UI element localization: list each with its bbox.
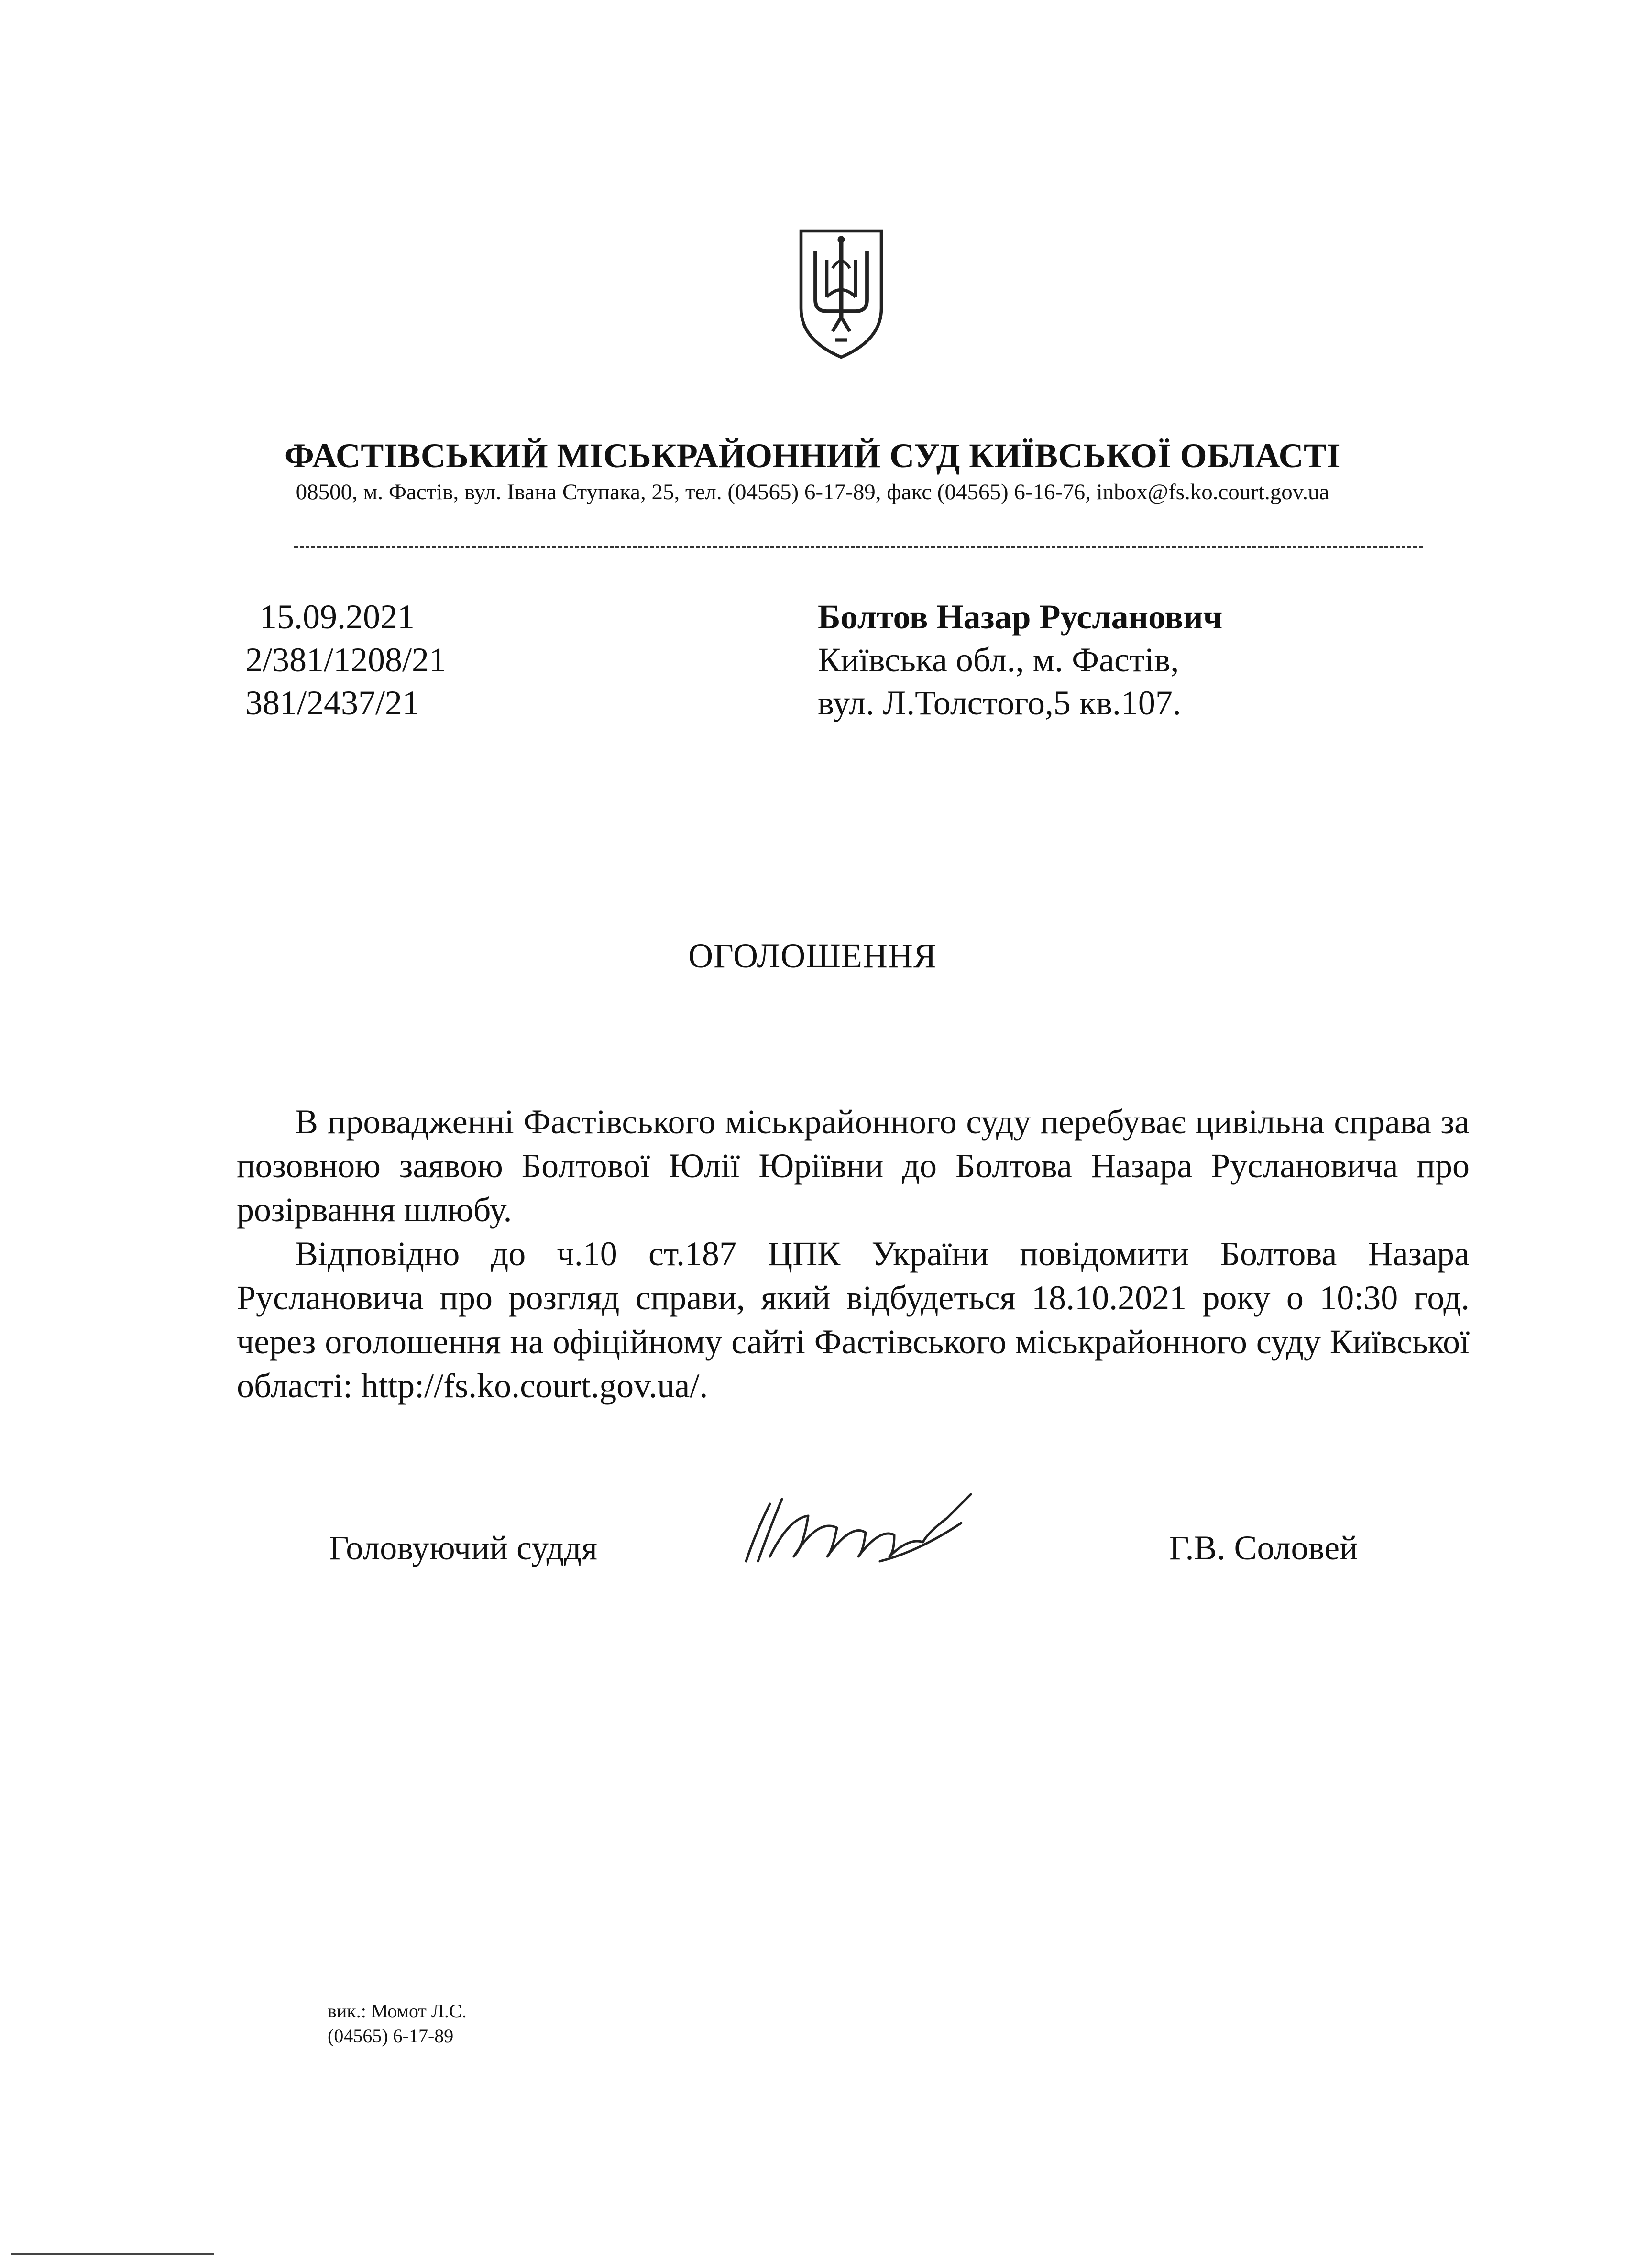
handwritten-signature <box>736 1490 976 1566</box>
body-paragraph-1: В провадженні Фастівського міськрайонного суду перебуває цивільна справа за позовною заявою Болтової Юлії Юріївни до Болтова Назара Руслановича про розірвання шлюбу. <box>237 1103 1470 1229</box>
reference-number-1: 2/381/1208/21 <box>245 641 447 679</box>
executor-block <box>328 1999 467 2049</box>
addressee-address-line-2: вул. Л.Толстого,5 кв.107. <box>818 684 1181 722</box>
executor-name: вик.: Момот Л.С. <box>328 2000 467 2022</box>
announcement-body <box>237 1100 1470 1408</box>
executor-phone: (04565) 6-17-89 <box>328 2025 454 2047</box>
judge-name: Г.В. Соловей <box>1169 1529 1358 1567</box>
judge-title: Головуючий суддя <box>329 1529 597 1567</box>
court-address: 08500, м. Фастів, вул. Івана Ступака, 25, тел. (04565) 6-17-89, факс (04565) 6-16-76, inbox@fs.ko.court.gov.ua <box>296 480 1329 504</box>
addressee-name: Болтов Назар Русланович <box>818 598 1223 636</box>
header-divider <box>294 546 1423 548</box>
reference-number-2: 381/2437/21 <box>245 684 420 722</box>
scan-edge-mark <box>11 2253 214 2255</box>
document-title: ОГОЛОШЕННЯ <box>688 937 937 975</box>
document-date: 15.09.2021 <box>260 598 415 636</box>
addressee-address-line-1: Київська обл., м. Фастів, <box>818 641 1179 679</box>
court-name: ФАСТІВСЬКИЙ МІСЬКРАЙОННИЙ СУД КИЇВСЬКОЇ ОБЛАСТІ <box>284 437 1340 475</box>
addressee-block <box>818 595 1222 724</box>
coat-of-arms-icon <box>795 225 887 363</box>
document-meta <box>245 595 446 724</box>
body-paragraph-2: Відповідно до ч.10 ст.187 ЦПК України повідомити Болтова Назара Руслановича про розгляд справи, який відбудеться 18.10.2021 року о 10:30 год. через оголошення на офіційному сайті Фастівського міськрайонного суду Київської області: http://fs.ko.court.gov.ua/. <box>237 1235 1470 1405</box>
